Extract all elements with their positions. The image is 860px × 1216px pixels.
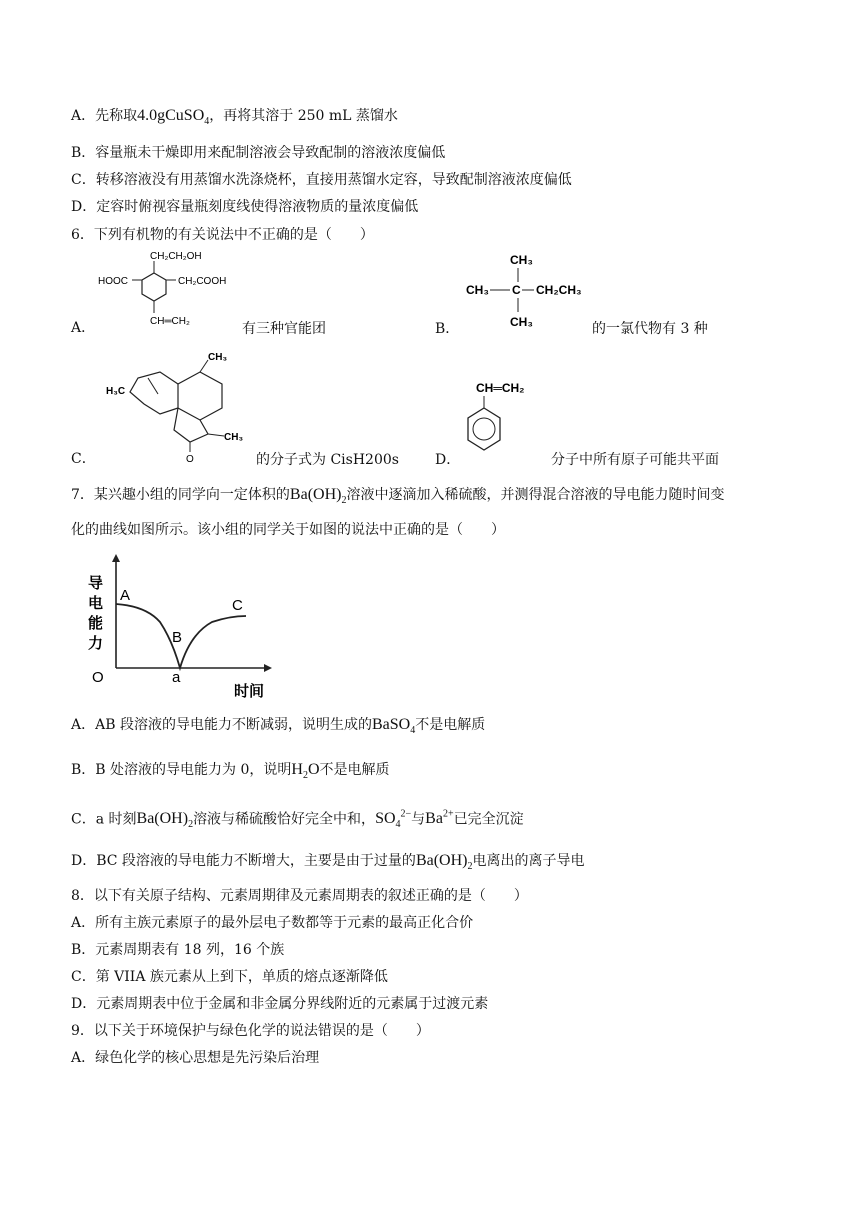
q7-point-a-lower: a bbox=[172, 669, 181, 686]
q7-xlabel: 时间 bbox=[234, 683, 265, 700]
q5-option-b: B．容量瓶未干燥即用来配制溶液会导致配制的溶液浓度偏低 bbox=[71, 145, 446, 161]
svg-text:C: C bbox=[512, 283, 521, 297]
q6-c-label: C． bbox=[71, 451, 96, 467]
q7-option-c: C．a 时刻$Ba(OH)_2$溶液与稀硫酸恰好完全中和，$SO_4^{2-}$与$Ba^{2+}$已完全沉淀 bbox=[71, 809, 524, 831]
q7-point-c: C bbox=[232, 597, 243, 614]
q6-b-label: B． bbox=[435, 321, 460, 337]
q7-d-ba-oh2: $Ba(OH)_2$ bbox=[415, 852, 473, 873]
svg-text:CH₃: CH₃ bbox=[466, 283, 489, 297]
q7-c-ba-oh2: $Ba(OH)_2$ bbox=[136, 810, 194, 831]
q6-a-label: A． bbox=[71, 320, 96, 336]
q7-point-a-upper: A bbox=[120, 587, 131, 604]
q6-d-label: D． bbox=[435, 452, 461, 468]
q6-c-text: 的分子式为 CisH200s bbox=[256, 452, 399, 468]
q6-b-structure bbox=[462, 250, 602, 330]
q8-option-c: C．第 VIIA 族元素从上到下，单质的熔点逐渐降低 bbox=[71, 969, 388, 985]
q7-stem-line1: 7．某兴趣小组的同学向一定体积的$Ba(OH)_2$溶液中逐滴加入稀硫酸，并测得混合溶液的导电能力随时间变 bbox=[71, 486, 725, 507]
svg-text:H₃C: H₃C bbox=[106, 386, 126, 397]
q7-ylabel-3: 能 bbox=[88, 615, 104, 632]
q7-ylabel-4: 力 bbox=[88, 635, 104, 652]
q5-a-pre: A．先称取 bbox=[71, 108, 138, 124]
q8-option-d: D．元素周期表中位于金属和非金属分界线附近的元素属于过渡元素 bbox=[71, 996, 489, 1012]
svg-text:HOOC: HOOC bbox=[98, 276, 128, 287]
svg-text:CH═CH₂: CH═CH₂ bbox=[150, 316, 190, 327]
svg-text:CH₃: CH₃ bbox=[224, 432, 244, 443]
q7-ylabel-1: 导 bbox=[88, 575, 104, 592]
q7-ba-oh2: $Ba(OH)_2$ bbox=[289, 486, 347, 507]
q6-b-text: 的一氯代物有 3 种 bbox=[592, 321, 708, 337]
svg-text:CH₃: CH₃ bbox=[208, 352, 228, 363]
q7-conductivity-chart bbox=[84, 552, 284, 700]
q7-so4-ion: $SO_4^{2-}$ bbox=[375, 809, 412, 831]
q7-option-d: D．BC 段溶液的导电能力不断增大，主要是由于过量的$Ba(OH)_2$电离出的离子导电 bbox=[71, 852, 585, 873]
q5-a-post: ，再将其溶于 250 mL 蒸馏水 bbox=[209, 108, 398, 124]
q6-d-structure bbox=[462, 378, 562, 464]
q7-ylabel-2: 电 bbox=[88, 595, 104, 612]
svg-text:CH₂CH₃: CH₂CH₃ bbox=[536, 283, 582, 297]
q8-option-a: A．所有主族元素原子的最外层电子数都等于元素的最高正化合价 bbox=[71, 915, 474, 931]
svg-text:O: O bbox=[186, 454, 194, 464]
q7-option-a: A．AB 段溶液的导电能力不断减弱，说明生成的BaSO$_4$不是电解质 bbox=[71, 716, 486, 737]
svg-text:CH₃: CH₃ bbox=[510, 253, 533, 267]
svg-text:CH═CH₂: CH═CH₂ bbox=[476, 381, 525, 395]
q5-a-mass: 4.0gCuSO$_4$ bbox=[137, 107, 210, 128]
q5-option-c: C．转移溶液没有用蒸馏水洗涤烧杯，直接用蒸馏水定容，导致配制溶液浓度偏低 bbox=[71, 172, 572, 188]
svg-text:CH₂COOH: CH₂COOH bbox=[178, 276, 226, 287]
q9-stem: 9．以下关于环境保护与绿色化学的说法错误的是（ ） bbox=[71, 1023, 430, 1039]
svg-text:CH₂CH₂OH: CH₂CH₂OH bbox=[150, 251, 202, 262]
q7-origin: O bbox=[92, 669, 104, 686]
q7-stem-line2: 化的曲线如图所示。该小组的同学关于如图的说法中正确的是（ ） bbox=[71, 522, 505, 538]
q8-option-b: B．元素周期表有 18 列，16 个族 bbox=[71, 942, 285, 958]
q7-point-b: B bbox=[172, 629, 183, 646]
q7-h2o: $H_2O$ bbox=[291, 761, 320, 782]
q6-stem: 6．下列有机物的有关说法中不正确的是（ ） bbox=[71, 227, 374, 243]
q9-option-a: A．绿色化学的核心思想是先污染后治理 bbox=[71, 1050, 320, 1066]
q6-a-structure bbox=[96, 247, 226, 333]
q5-option-d: D．定容时俯视容量瓶刻度线使得溶液物质的量浓度偏低 bbox=[71, 199, 419, 215]
q6-c-structure bbox=[104, 348, 254, 464]
q6-a-text: 有三种官能团 bbox=[242, 321, 326, 337]
q7-baso4: BaSO$_4$ bbox=[371, 716, 416, 737]
svg-text:CH₃: CH₃ bbox=[510, 315, 533, 329]
q8-stem: 8．以下有关原子结构、元素周期律及元素周期表的叙述正确的是（ ） bbox=[71, 888, 528, 904]
q5-option-a bbox=[71, 106, 398, 132]
q6-d-text: 分子中所有原子可能共平面 bbox=[551, 452, 719, 468]
q7-ba-ion: $Ba^{2+}$ bbox=[425, 809, 454, 828]
q7-option-b: B．B 处溶液的导电能力为 0，说明$H_2O$不是电解质 bbox=[71, 761, 390, 782]
